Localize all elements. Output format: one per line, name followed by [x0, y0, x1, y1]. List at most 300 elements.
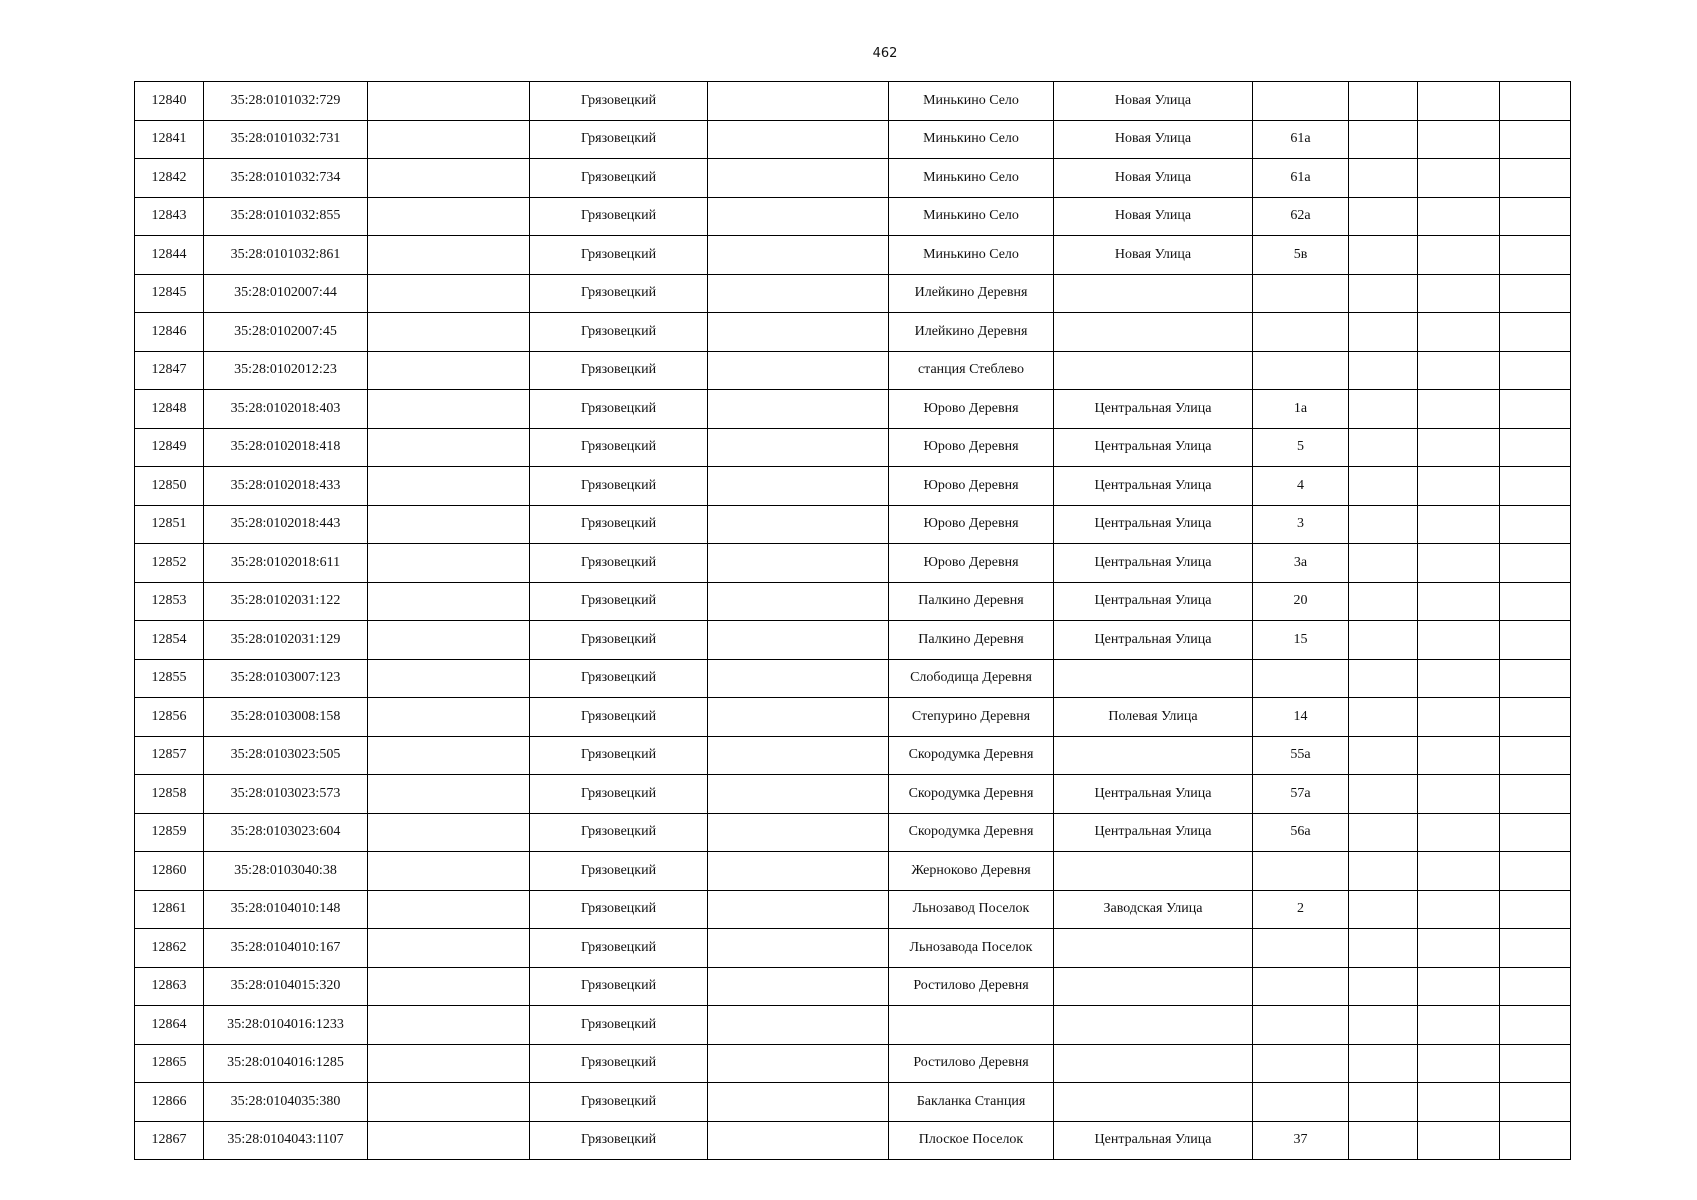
- cell-empty: [368, 159, 530, 198]
- cell-number: 12866: [135, 1083, 204, 1122]
- cell-cadastral-number: 35:28:0102018:403: [204, 390, 368, 429]
- cell-cadastral-number: 35:28:0102007:45: [204, 313, 368, 352]
- cell-locality: Илейкино Деревня: [889, 313, 1054, 352]
- table-row: [135, 659, 1571, 698]
- cell-empty: [1349, 82, 1418, 121]
- cell-locality: [889, 1006, 1054, 1045]
- cell-empty: [1418, 197, 1500, 236]
- cell-house: 1а: [1253, 390, 1349, 429]
- cell-empty: [368, 236, 530, 275]
- cell-empty: [368, 775, 530, 814]
- cell-district: Грязовецкий: [530, 852, 708, 891]
- table-row: [135, 428, 1571, 467]
- table-row: [135, 390, 1571, 429]
- cell-locality: Жерноково Деревня: [889, 852, 1054, 891]
- cell-number: 12844: [135, 236, 204, 275]
- cell-cadastral-number: 35:28:0102018:433: [204, 467, 368, 506]
- cell-district: Грязовецкий: [530, 236, 708, 275]
- cell-empty: [1500, 659, 1571, 698]
- cell-empty: [368, 621, 530, 660]
- cell-empty: [708, 351, 889, 390]
- cell-house: 5: [1253, 428, 1349, 467]
- table-row: [135, 736, 1571, 775]
- cell-cadastral-number: 35:28:0102018:611: [204, 544, 368, 583]
- cell-empty: [708, 890, 889, 929]
- cell-empty: [1349, 621, 1418, 660]
- cell-street: Центральная Улица: [1054, 544, 1253, 583]
- cell-empty: [1349, 929, 1418, 968]
- cell-number: 12861: [135, 890, 204, 929]
- cell-empty: [1500, 274, 1571, 313]
- cell-empty: [1500, 967, 1571, 1006]
- cell-district: Грязовецкий: [530, 505, 708, 544]
- cell-empty: [708, 544, 889, 583]
- cell-number: 12845: [135, 274, 204, 313]
- cell-locality: Юрово Деревня: [889, 390, 1054, 429]
- table-row: [135, 159, 1571, 198]
- cell-empty: [1500, 467, 1571, 506]
- cell-locality: Юрово Деревня: [889, 467, 1054, 506]
- cell-locality: Плоское Поселок: [889, 1121, 1054, 1160]
- cell-empty: [1500, 1083, 1571, 1122]
- cell-locality: Скородумка Деревня: [889, 736, 1054, 775]
- cell-locality: Слободища Деревня: [889, 659, 1054, 698]
- cell-house: [1253, 1044, 1349, 1083]
- cell-number: 12857: [135, 736, 204, 775]
- cell-district: Грязовецкий: [530, 890, 708, 929]
- cell-street: [1054, 659, 1253, 698]
- cell-house: [1253, 1083, 1349, 1122]
- cell-number: 12856: [135, 698, 204, 737]
- cell-empty: [708, 852, 889, 891]
- cell-district: Грязовецкий: [530, 967, 708, 1006]
- cell-cadastral-number: 35:28:0101032:729: [204, 82, 368, 121]
- cell-empty: [368, 736, 530, 775]
- cell-house: 55а: [1253, 736, 1349, 775]
- cell-house: 4: [1253, 467, 1349, 506]
- cell-house: 2: [1253, 890, 1349, 929]
- cell-street: [1054, 967, 1253, 1006]
- cell-locality: Бакланка Станция: [889, 1083, 1054, 1122]
- cell-locality: Илейкино Деревня: [889, 274, 1054, 313]
- cell-empty: [1349, 467, 1418, 506]
- cell-street: Новая Улица: [1054, 159, 1253, 198]
- cell-cadastral-number: 35:28:0103023:505: [204, 736, 368, 775]
- cell-number: 12849: [135, 428, 204, 467]
- cell-empty: [1349, 1121, 1418, 1160]
- cell-number: 12847: [135, 351, 204, 390]
- cell-empty: [1418, 351, 1500, 390]
- cell-street: Новая Улица: [1054, 236, 1253, 275]
- cell-locality: Палкино Деревня: [889, 582, 1054, 621]
- cell-empty: [708, 82, 889, 121]
- cell-cadastral-number: 35:28:0104043:1107: [204, 1121, 368, 1160]
- cell-street: [1054, 1083, 1253, 1122]
- cell-empty: [1500, 698, 1571, 737]
- cell-cadastral-number: 35:28:0104010:148: [204, 890, 368, 929]
- cell-empty: [1500, 390, 1571, 429]
- cell-empty: [708, 1121, 889, 1160]
- cell-empty: [1418, 1006, 1500, 1045]
- cell-district: Грязовецкий: [530, 621, 708, 660]
- cell-empty: [1418, 236, 1500, 275]
- cell-district: Грязовецкий: [530, 544, 708, 583]
- cell-empty: [1418, 505, 1500, 544]
- cell-district: Грязовецкий: [530, 428, 708, 467]
- cell-empty: [708, 313, 889, 352]
- cell-empty: [1500, 1121, 1571, 1160]
- cell-locality: Скородумка Деревня: [889, 775, 1054, 814]
- cell-empty: [368, 313, 530, 352]
- cell-district: Грязовецкий: [530, 1006, 708, 1045]
- table-row: [135, 313, 1571, 352]
- cell-house: 57а: [1253, 775, 1349, 814]
- page-number: 462: [872, 46, 898, 61]
- cell-empty: [1418, 775, 1500, 814]
- cell-empty: [1418, 852, 1500, 891]
- cell-empty: [1418, 120, 1500, 159]
- cell-house: 14: [1253, 698, 1349, 737]
- cell-empty: [1500, 428, 1571, 467]
- cell-district: Грязовецкий: [530, 1083, 708, 1122]
- cell-empty: [368, 929, 530, 968]
- table-row: [135, 467, 1571, 506]
- cell-house: 5в: [1253, 236, 1349, 275]
- cell-empty: [368, 274, 530, 313]
- cell-street: Центральная Улица: [1054, 813, 1253, 852]
- cell-number: 12855: [135, 659, 204, 698]
- cell-empty: [1418, 159, 1500, 198]
- cell-district: Грязовецкий: [530, 813, 708, 852]
- cell-street: Центральная Улица: [1054, 621, 1253, 660]
- cell-district: Грязовецкий: [530, 659, 708, 698]
- cell-cadastral-number: 35:28:0101032:734: [204, 159, 368, 198]
- cell-house: 56а: [1253, 813, 1349, 852]
- cell-district: Грязовецкий: [530, 582, 708, 621]
- cell-house: 37: [1253, 1121, 1349, 1160]
- cell-empty: [1418, 544, 1500, 583]
- cell-empty: [1418, 313, 1500, 352]
- cell-house: [1253, 967, 1349, 1006]
- cell-number: 12843: [135, 197, 204, 236]
- cell-number: 12841: [135, 120, 204, 159]
- cell-locality: Ростилово Деревня: [889, 967, 1054, 1006]
- cell-empty: [708, 698, 889, 737]
- cell-empty: [1349, 159, 1418, 198]
- cell-cadastral-number: 35:28:0102018:443: [204, 505, 368, 544]
- table-row: [135, 621, 1571, 660]
- cell-empty: [368, 659, 530, 698]
- cell-empty: [1500, 120, 1571, 159]
- cell-number: 12863: [135, 967, 204, 1006]
- cell-number: 12846: [135, 313, 204, 352]
- cell-empty: [368, 82, 530, 121]
- cell-empty: [368, 120, 530, 159]
- cell-street: Центральная Улица: [1054, 582, 1253, 621]
- cell-empty: [708, 428, 889, 467]
- cell-empty: [368, 467, 530, 506]
- cell-district: Грязовецкий: [530, 698, 708, 737]
- cell-street: [1054, 274, 1253, 313]
- cell-empty: [1500, 505, 1571, 544]
- cell-empty: [1349, 544, 1418, 583]
- cell-house: 61а: [1253, 120, 1349, 159]
- cell-empty: [1500, 544, 1571, 583]
- cell-cadastral-number: 35:28:0104015:320: [204, 967, 368, 1006]
- cell-empty: [1418, 621, 1500, 660]
- cell-cadastral-number: 35:28:0102018:418: [204, 428, 368, 467]
- cell-district: Грязовецкий: [530, 390, 708, 429]
- cell-empty: [1418, 659, 1500, 698]
- cell-empty: [708, 1006, 889, 1045]
- cell-empty: [1500, 736, 1571, 775]
- cell-cadastral-number: 35:28:0102012:23: [204, 351, 368, 390]
- cell-cadastral-number: 35:28:0101032:861: [204, 236, 368, 275]
- cell-empty: [1500, 621, 1571, 660]
- cell-house: 15: [1253, 621, 1349, 660]
- table-row: [135, 236, 1571, 275]
- cell-locality: Степурино Деревня: [889, 698, 1054, 737]
- cell-cadastral-number: 35:28:0103023:573: [204, 775, 368, 814]
- cell-empty: [708, 929, 889, 968]
- table-row: [135, 351, 1571, 390]
- cell-street: Новая Улица: [1054, 120, 1253, 159]
- cell-empty: [1500, 775, 1571, 814]
- cell-house: [1253, 313, 1349, 352]
- cell-empty: [1500, 813, 1571, 852]
- cell-empty: [1500, 313, 1571, 352]
- cell-house: 61а: [1253, 159, 1349, 198]
- table-row: [135, 852, 1571, 891]
- cell-locality: Минькино Село: [889, 82, 1054, 121]
- cell-cadastral-number: 35:28:0101032:731: [204, 120, 368, 159]
- cell-district: Грязовецкий: [530, 736, 708, 775]
- cell-empty: [368, 1083, 530, 1122]
- cell-street: Центральная Улица: [1054, 428, 1253, 467]
- table-row: [135, 1006, 1571, 1045]
- cell-locality: Палкино Деревня: [889, 621, 1054, 660]
- cell-district: Грязовецкий: [530, 775, 708, 814]
- cell-street: Центральная Улица: [1054, 775, 1253, 814]
- cell-street: [1054, 736, 1253, 775]
- cell-street: [1054, 1006, 1253, 1045]
- table-row: [135, 1121, 1571, 1160]
- cell-cadastral-number: 35:28:0104035:380: [204, 1083, 368, 1122]
- cell-street: Полевая Улица: [1054, 698, 1253, 737]
- cell-number: 12854: [135, 621, 204, 660]
- cell-district: Грязовецкий: [530, 313, 708, 352]
- cell-street: Центральная Улица: [1054, 505, 1253, 544]
- table-row: [135, 120, 1571, 159]
- cell-number: 12865: [135, 1044, 204, 1083]
- cell-empty: [708, 582, 889, 621]
- cell-empty: [708, 236, 889, 275]
- cell-empty: [708, 967, 889, 1006]
- cell-empty: [1418, 274, 1500, 313]
- cell-empty: [368, 852, 530, 891]
- cell-empty: [1418, 967, 1500, 1006]
- cell-empty: [1418, 1044, 1500, 1083]
- cell-empty: [708, 197, 889, 236]
- cell-district: Грязовецкий: [530, 351, 708, 390]
- cell-cadastral-number: 35:28:0104016:1285: [204, 1044, 368, 1083]
- cell-empty: [1349, 120, 1418, 159]
- cell-empty: [1349, 775, 1418, 814]
- table-row: [135, 929, 1571, 968]
- cell-empty: [368, 1044, 530, 1083]
- cell-street: Заводская Улица: [1054, 890, 1253, 929]
- cell-cadastral-number: 35:28:0101032:855: [204, 197, 368, 236]
- cell-house: [1253, 659, 1349, 698]
- cell-empty: [1500, 1006, 1571, 1045]
- cell-empty: [708, 159, 889, 198]
- cell-empty: [1500, 236, 1571, 275]
- cell-empty: [708, 1044, 889, 1083]
- cell-cadastral-number: 35:28:0103023:604: [204, 813, 368, 852]
- cell-empty: [1418, 929, 1500, 968]
- cell-street: Новая Улица: [1054, 197, 1253, 236]
- cell-empty: [1500, 852, 1571, 891]
- cell-number: 12852: [135, 544, 204, 583]
- cell-empty: [1349, 505, 1418, 544]
- cell-house: [1253, 852, 1349, 891]
- cell-number: 12862: [135, 929, 204, 968]
- cell-empty: [708, 621, 889, 660]
- cell-empty: [1349, 428, 1418, 467]
- cell-locality: Ростилово Деревня: [889, 1044, 1054, 1083]
- cell-empty: [368, 890, 530, 929]
- cell-empty: [1349, 736, 1418, 775]
- cell-empty: [368, 390, 530, 429]
- cell-empty: [368, 1006, 530, 1045]
- cell-empty: [368, 813, 530, 852]
- cell-house: 3: [1253, 505, 1349, 544]
- cell-street: Центральная Улица: [1054, 390, 1253, 429]
- cell-empty: [1418, 736, 1500, 775]
- cell-number: 12851: [135, 505, 204, 544]
- cell-house: [1253, 274, 1349, 313]
- cell-district: Грязовецкий: [530, 1044, 708, 1083]
- table-row: [135, 197, 1571, 236]
- cell-empty: [368, 428, 530, 467]
- cell-number: 12840: [135, 82, 204, 121]
- cell-locality: Минькино Село: [889, 120, 1054, 159]
- cell-house: [1253, 1006, 1349, 1045]
- cell-district: Грязовецкий: [530, 929, 708, 968]
- cell-empty: [708, 120, 889, 159]
- cell-locality: Скородумка Деревня: [889, 813, 1054, 852]
- cell-street: Центральная Улица: [1054, 467, 1253, 506]
- table-row: [135, 813, 1571, 852]
- cell-locality: Юрово Деревня: [889, 428, 1054, 467]
- cell-empty: [1500, 351, 1571, 390]
- cell-empty: [1418, 1083, 1500, 1122]
- cell-cadastral-number: 35:28:0104016:1233: [204, 1006, 368, 1045]
- cell-house: [1253, 929, 1349, 968]
- cell-locality: Юрово Деревня: [889, 544, 1054, 583]
- cell-empty: [708, 736, 889, 775]
- cell-street: [1054, 351, 1253, 390]
- cell-cadastral-number: 35:28:0103008:158: [204, 698, 368, 737]
- cell-empty: [1349, 698, 1418, 737]
- cell-empty: [1349, 274, 1418, 313]
- cell-empty: [1349, 390, 1418, 429]
- table-row: [135, 274, 1571, 313]
- cell-empty: [1349, 197, 1418, 236]
- cell-district: Грязовецкий: [530, 159, 708, 198]
- cell-empty: [1418, 82, 1500, 121]
- cell-district: Грязовецкий: [530, 467, 708, 506]
- cell-empty: [1349, 852, 1418, 891]
- cell-street: Центральная Улица: [1054, 1121, 1253, 1160]
- cell-empty: [708, 467, 889, 506]
- cell-empty: [1349, 1083, 1418, 1122]
- cell-empty: [1349, 236, 1418, 275]
- cell-number: 12867: [135, 1121, 204, 1160]
- cell-cadastral-number: 35:28:0103040:38: [204, 852, 368, 891]
- cell-street: [1054, 852, 1253, 891]
- cell-empty: [1418, 467, 1500, 506]
- cell-empty: [708, 1083, 889, 1122]
- cell-cadastral-number: 35:28:0103007:123: [204, 659, 368, 698]
- cell-street: Новая Улица: [1054, 82, 1253, 121]
- cell-cadastral-number: 35:28:0104010:167: [204, 929, 368, 968]
- cell-empty: [368, 544, 530, 583]
- cell-district: Грязовецкий: [530, 197, 708, 236]
- cell-number: 12864: [135, 1006, 204, 1045]
- cell-locality: Льнозавод Поселок: [889, 890, 1054, 929]
- table-row: [135, 582, 1571, 621]
- table-row: [135, 775, 1571, 814]
- cell-empty: [1418, 582, 1500, 621]
- cell-house: [1253, 351, 1349, 390]
- cell-empty: [1418, 428, 1500, 467]
- table-row: [135, 1083, 1571, 1122]
- cell-house: 3а: [1253, 544, 1349, 583]
- cell-locality: Минькино Село: [889, 159, 1054, 198]
- table-row: [135, 82, 1571, 121]
- table-row: [135, 967, 1571, 1006]
- cell-number: 12858: [135, 775, 204, 814]
- cell-empty: [368, 1121, 530, 1160]
- cell-empty: [1500, 929, 1571, 968]
- cell-empty: [1349, 659, 1418, 698]
- cell-number: 12850: [135, 467, 204, 506]
- cell-empty: [1500, 197, 1571, 236]
- cell-locality: Льнозавода Поселок: [889, 929, 1054, 968]
- cell-empty: [1349, 351, 1418, 390]
- cell-empty: [1500, 890, 1571, 929]
- cell-empty: [1418, 813, 1500, 852]
- cell-district: Грязовецкий: [530, 120, 708, 159]
- cell-locality: станция Стеблево: [889, 351, 1054, 390]
- cell-locality: Минькино Село: [889, 236, 1054, 275]
- cell-empty: [368, 967, 530, 1006]
- cell-street: [1054, 929, 1253, 968]
- cell-empty: [708, 813, 889, 852]
- cell-empty: [1349, 890, 1418, 929]
- cell-house: 62а: [1253, 197, 1349, 236]
- table-row: [135, 505, 1571, 544]
- cell-number: 12853: [135, 582, 204, 621]
- cell-number: 12860: [135, 852, 204, 891]
- cell-empty: [708, 659, 889, 698]
- cell-empty: [708, 505, 889, 544]
- cell-empty: [1349, 582, 1418, 621]
- cell-street: [1054, 313, 1253, 352]
- registry-table: [134, 81, 1571, 1160]
- cell-street: [1054, 1044, 1253, 1083]
